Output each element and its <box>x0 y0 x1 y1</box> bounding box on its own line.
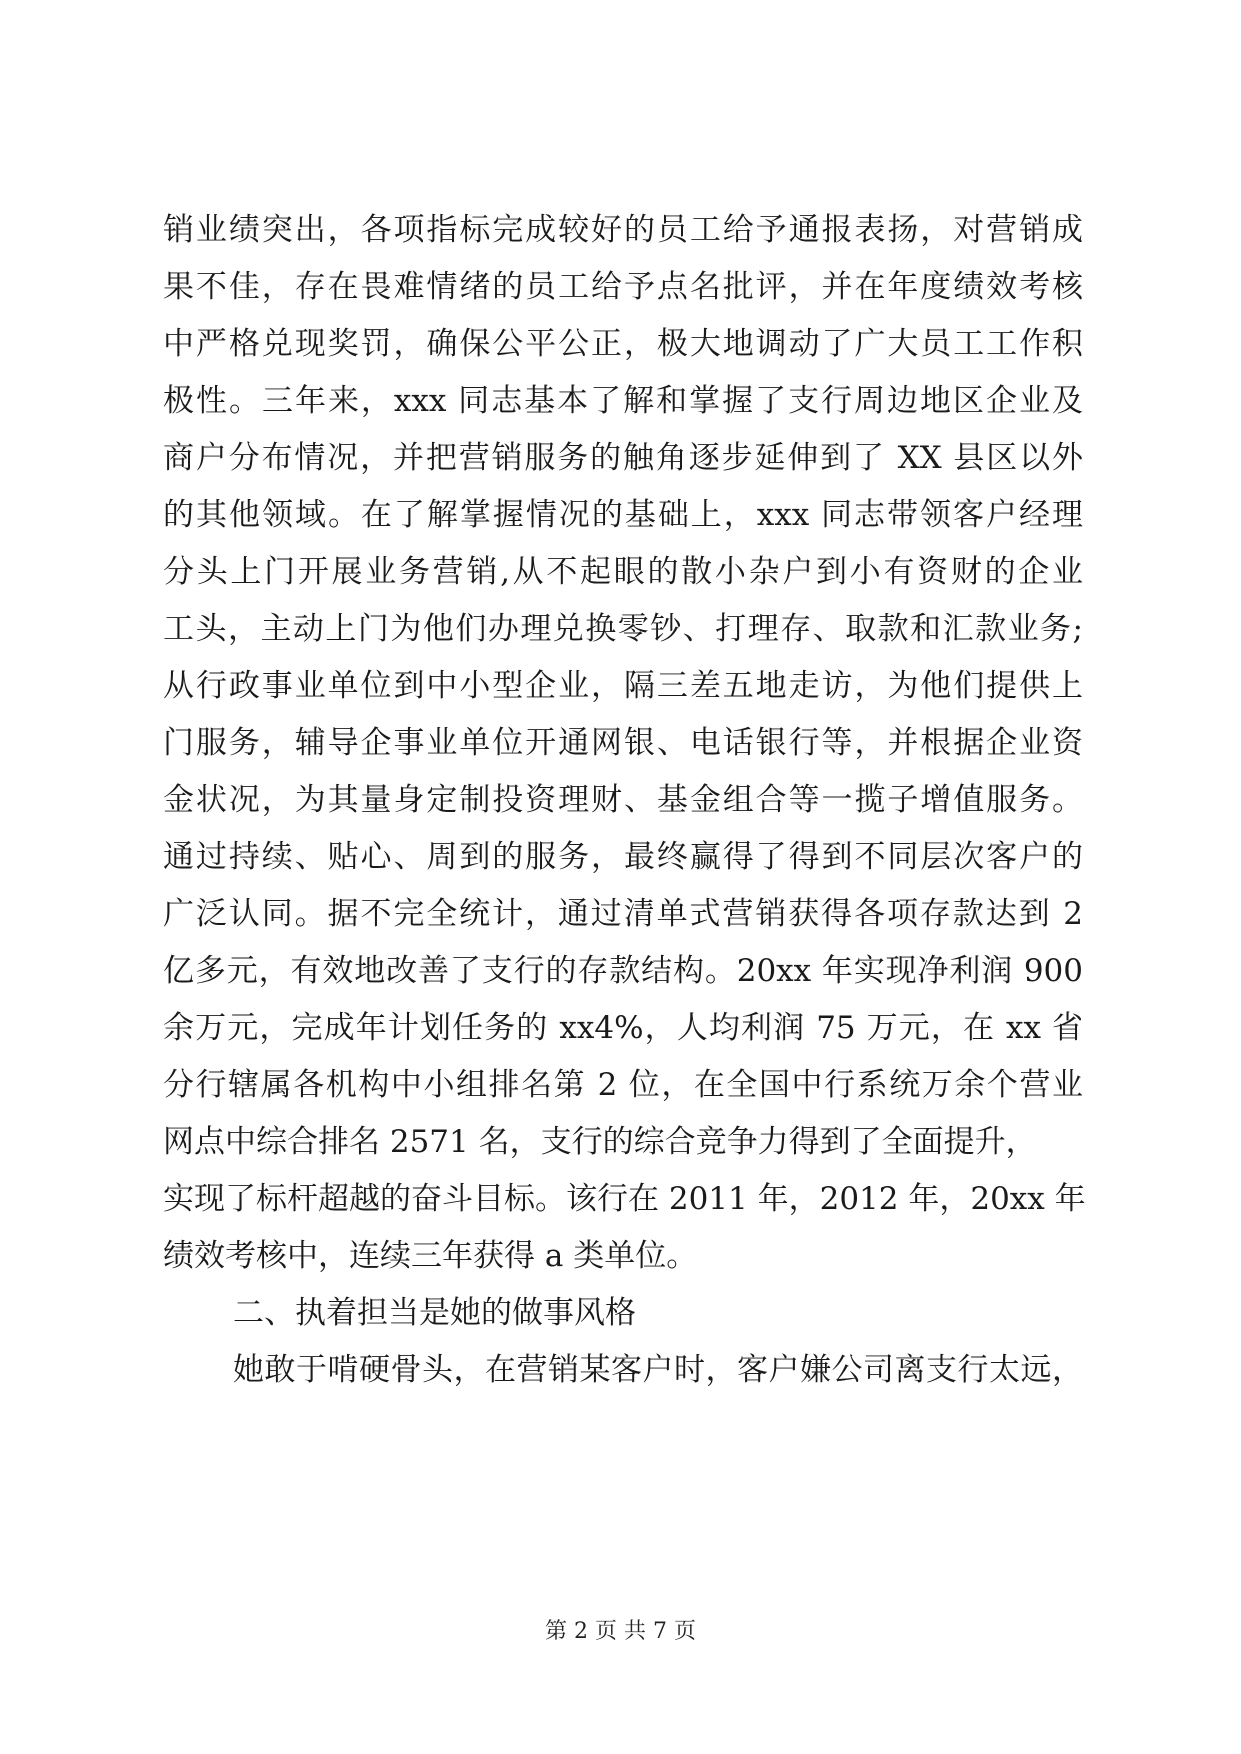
body-text-line: 从行政事业单位到中小型企业，隔三差五地走访，为他们提供上 <box>163 668 1083 704</box>
body-text-line: 余万元，完成年计划任务的 xx4%，人均利润 75 万元，在 xx 省 <box>163 1010 1083 1046</box>
body-text-line: 金状况，为其量身定制投资理财、基金组合等一揽子增值服务。 <box>163 782 1083 818</box>
body-text-line: 销业绩突出，各项指标完成较好的员工给予通报表扬，对营销成 <box>163 212 1083 248</box>
body-text-line: 工头，主动上门为他们办理兑换零钞、打理存、取款和汇款业务; <box>163 611 1083 647</box>
body-text-line: 果不佳，存在畏难情绪的员工给予点名批评，并在年度绩效考核 <box>163 269 1083 305</box>
body-text-line: 分头上门开展业务营销,从不起眼的散小杂户到小有资财的企业 <box>163 554 1083 590</box>
body-text-line: 中严格兑现奖罚，确保公平公正，极大地调动了广大员工工作积 <box>163 326 1083 362</box>
body-text-line: 的其他领域。在了解掌握情况的基础上，xxx 同志带领客户经理 <box>163 497 1083 533</box>
body-text-line: 绩效考核中，连续三年获得 a 类单位。 <box>163 1238 698 1274</box>
body-text-line: 她敢于啃硬骨头，在营销某客户时，客户嫌公司离支行太远， <box>233 1352 1083 1388</box>
body-text-line: 实现了标杆超越的奋斗目标。该行在 2011 年，2012 年，20xx 年 <box>163 1181 1086 1217</box>
body-text-line: 商户分布情况，并把营销服务的触角逐步延伸到了 XX 县区以外 <box>163 440 1083 476</box>
body-text-line: 网点中综合排名 2571 名，支行的综合竞争力得到了全面提升， <box>163 1124 1037 1160</box>
body-text-line: 极性。三年来，xxx 同志基本了解和掌握了支行周边地区企业及 <box>163 383 1083 419</box>
section-heading: 二、执着担当是她的做事风格 <box>233 1295 636 1331</box>
body-text-line: 通过持续、贴心、周到的服务，最终赢得了得到不同层次客户的 <box>163 839 1083 875</box>
body-text-line: 分行辖属各机构中小组排名第 2 位，在全国中行系统万余个营业 <box>163 1067 1083 1103</box>
body-text-line: 门服务，辅导企事业单位开通网银、电话银行等，并根据企业资 <box>163 725 1083 761</box>
body-text-line: 亿多元，有效地改善了支行的存款结构。20xx 年实现净利润 900 <box>163 953 1083 989</box>
body-text-line: 广泛认同。据不完全统计，通过清单式营销获得各项存款达到 2 <box>163 896 1083 932</box>
page-number-footer: 第 2 页 共 7 页 <box>545 1619 696 1644</box>
